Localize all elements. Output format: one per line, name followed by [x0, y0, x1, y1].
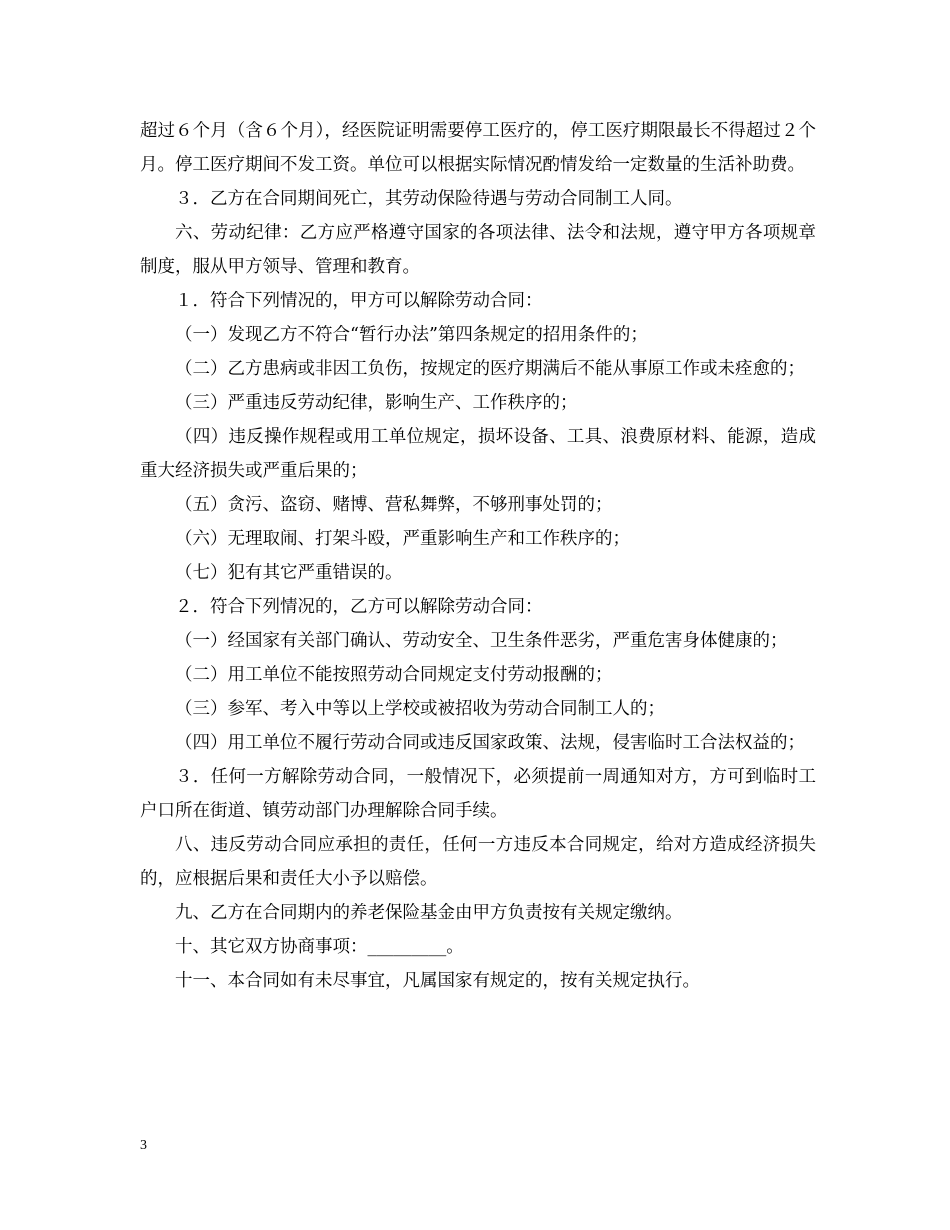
- paragraph-7: （三）严重违反劳动纪律，影响生产、工作秩序的；: [175, 393, 578, 413]
- paragraph-12: ２．符合下列情况的，乙方可以解除劳动合同：: [175, 597, 543, 617]
- paragraph-11: （七）犯有其它严重错误的。: [175, 563, 403, 583]
- paragraph-3: 六、劳动纪律：乙方应严格遵守国家的各项法律、法令和法规，遵守甲方各项规章制度，服从甲方领导、管理和教育。: [140, 223, 816, 277]
- paragraph-21: 十一、本合同如有未尽事宜，凡属国家有规定的，按有关规定执行。: [175, 971, 700, 991]
- paragraph-19: 九、乙方在合同期内的养老保险基金由甲方负责按有关规定缴纳。: [175, 903, 683, 923]
- paragraph-20: 十、其它双方协商事项：_________。: [175, 937, 464, 957]
- paragraph-9: （五）贪污、盗窃、赌博、营私舞弊，不够刑事处罚的；: [175, 495, 613, 515]
- page-number: 3: [140, 1138, 147, 1153]
- paragraph-2: ３．乙方在合同期间死亡，其劳动保险待遇与劳动合同制工人同。: [175, 189, 683, 209]
- paragraph-17: ３．任何一方解除劳动合同，一般情况下，必须提前一周通知对方，方可到临时工户口所在街道、镇劳动部门办理解除合同手续。: [140, 767, 816, 821]
- paragraph-6: （二）乙方患病或非因工负伤，按规定的医疗期满后不能从事原工作或未痊愈的；: [175, 359, 805, 379]
- paragraph-4: １．符合下列情况的，甲方可以解除劳动合同：: [175, 291, 543, 311]
- paragraph-15: （三）参军、考入中等以上学校或被招收为劳动合同制工人的；: [175, 699, 665, 719]
- paragraph-16: （四）用工单位不履行劳动合同或违反国家政策、法规，侵害临时工合法权益的；: [175, 733, 805, 753]
- paragraph-8: （四）违反操作规程或用工单位规定，损坏设备、工具、浪费原材料、能源，造成重大经济损失或严重后果的；: [140, 427, 816, 481]
- paragraph-14: （二）用工单位不能按照劳动合同规定支付劳动报酬的；: [175, 665, 613, 685]
- document-body: [140, 114, 816, 998]
- paragraph-1: 超过６个月（含６个月），经医院证明需要停工医疗的，停工医疗期限最长不得超过２个月。停工医疗期间不发工资。单位可以根据实际情况酌情发给一定数量的生活补助费。: [140, 121, 816, 175]
- paragraph-5: （一）发现乙方不符合“暂行办法”第四条规定的招用条件的；: [175, 325, 648, 345]
- paragraph-10: （六）无理取闹、打架斗殴，严重影响生产和工作秩序的；: [175, 529, 630, 549]
- paragraph-18: 八、违反劳动合同应承担的责任，任何一方违反本合同规定，给对方造成经济损失的，应根据后果和责任大小予以赔偿。: [140, 835, 816, 889]
- paragraph-13: （一）经国家有关部门确认、劳动安全、卫生条件恶劣，严重危害身体健康的；: [175, 631, 788, 651]
